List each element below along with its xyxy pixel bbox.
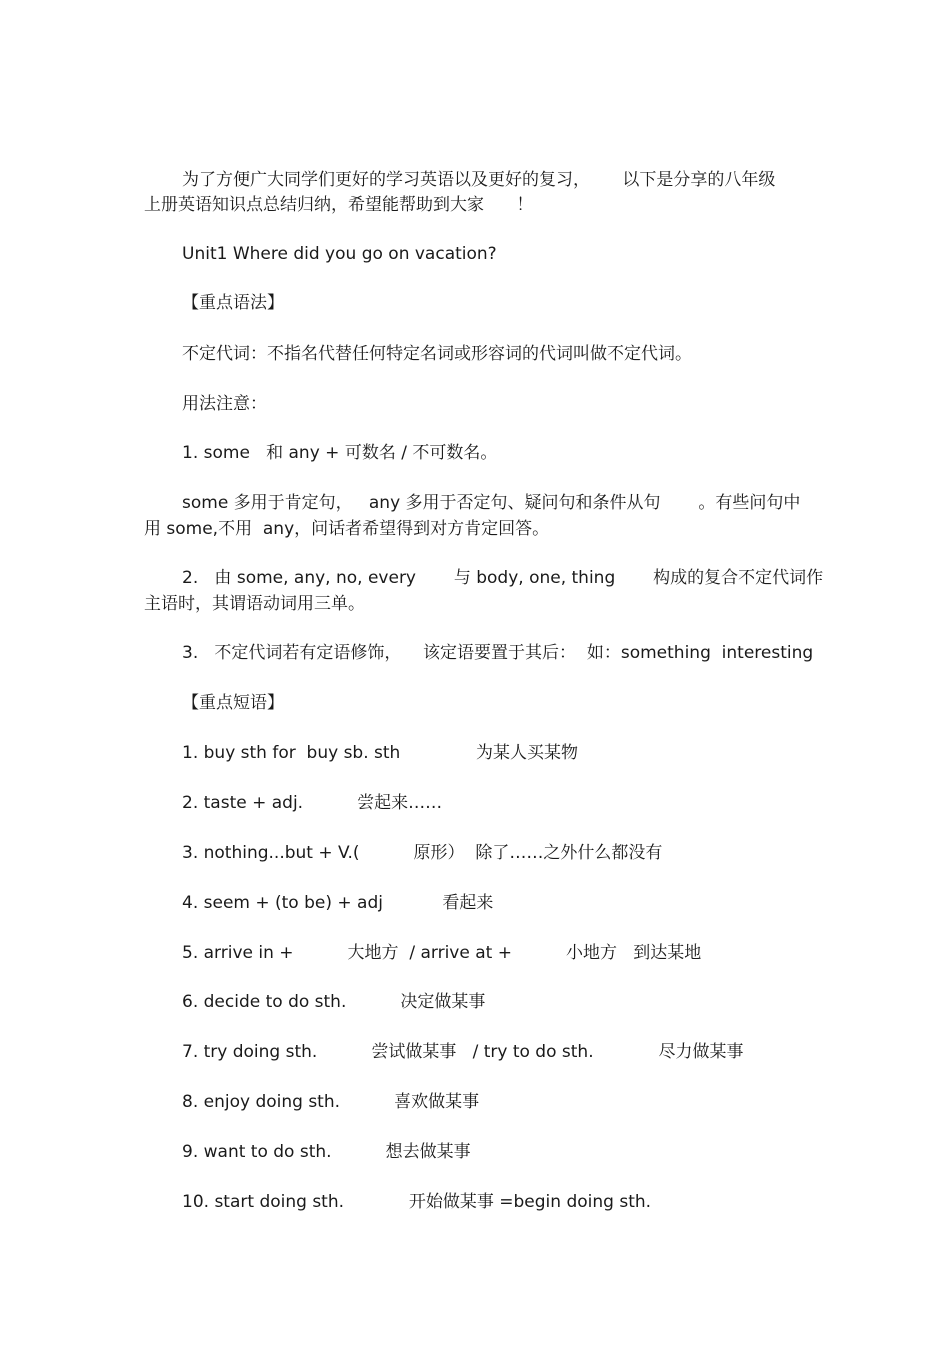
unit-title: Unit1 Where did you go on vacation? [182,244,497,264]
phrase-item: 7. try doing sth. 尝试做某事 / try to do sth. 尽力做某事 [182,1042,744,1062]
phrase-item: 6. decide to do sth. 决定做某事 [182,992,486,1012]
grammar-definition: 不定代词：不指名代替任何特定名词或形容词的代词叫做不定代词。 [182,344,692,364]
intro-line-1: 为了方便广大同学们更好的学习英语以及更好的复习， 以下是分享的八年级 [182,170,776,190]
phrase-item: 3. nothing...but + V.( 原形） 除了……之外什么都没有 [182,843,663,863]
usage-label: 用法注意： [182,394,267,414]
grammar-point-3: 3. 不定代词若有定语修饰， 该定语要置于其后： 如：something interesting [182,643,814,663]
phrases-heading: 【重点短语】 [182,693,284,713]
phrase-item: 2. taste + adj. 尝起来…… [182,793,443,813]
grammar-point-1-note-line-2: 用 some,不用 any，问话者希望得到对方肯定回答。 [144,519,550,539]
phrase-item: 9. want to do sth. 想去做某事 [182,1142,471,1162]
phrase-item: 4. seem + (to be) + adj 看起来 [182,893,494,913]
grammar-point-2-line-1: 2. 由 some, any, no, every 与 body, one, thing 构成的复合不定代词作 [182,568,824,588]
grammar-heading: 【重点语法】 [182,293,284,313]
phrase-item: 5. arrive in + 大地方 / arrive at + 小地方 到达某地 [182,943,702,963]
phrase-item: 8. enjoy doing sth. 喜欢做某事 [182,1092,480,1112]
grammar-point-1-note-line-1: some 多用于肯定句， any 多用于否定句、疑问句和条件从句 。有些问句中 [182,493,801,513]
grammar-point-2-line-2: 主语时，其谓语动词用三单。 [144,594,365,614]
phrase-item: 10. start doing sth. 开始做某事 =begin doing sth. [182,1192,652,1212]
phrase-item: 1. buy sth for buy sb. sth 为某人买某物 [182,743,578,763]
intro-line-2: 上册英语知识点总结归纳，希望能帮助到大家 ！ [144,195,534,215]
grammar-point-1: 1. some 和 any + 可数名 / 不可数名。 [182,443,498,463]
